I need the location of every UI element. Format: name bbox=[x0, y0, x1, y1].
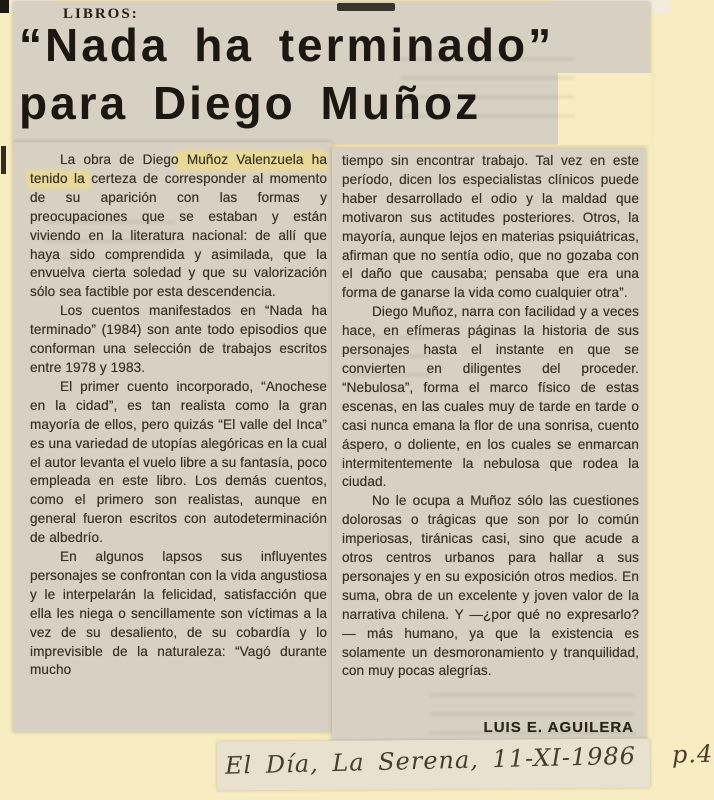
scan-smudge bbox=[0, 0, 9, 13]
author-byline: LUIS E. AGUILERA bbox=[483, 719, 634, 736]
paragraph: tiempo sin encontrar trabajo. Tal vez en este período, dicen los especialistas clínicos puede haber desarrollado el odio y la maldad que motivaron sus actitudes posteriores. Otros, la mayoría, aunque lejos en materias psiquiátricas, afirman que no sentía odio, que no gozaba con el daño que causaba; pensaba que era una forma de ganarse la vida como cualquier otra”. bbox=[342, 153, 639, 301]
article-title bbox=[19, 16, 664, 132]
scan-smudge bbox=[337, 3, 395, 11]
paragraph: En algunos lapsos sus influyentes personajes se confrontan con la vida angustiosa y le interpelarán la felicidad, satisfacción que ella les niega o sencillamente son víctimas a la vez de su desaliento, de su cobardía y lo imprevisible de la naturaleza: “Vagó durante mucho bbox=[30, 549, 327, 678]
article-title-line2: para Diego Muñoz bbox=[19, 77, 482, 129]
paragraph: Los cuentos manifestados en “Nada ha terminado” (1984) son ante todo episodios que conforman una selección de trabajos escritos entre 1978 y 1983. bbox=[30, 303, 327, 375]
paragraph: Diego Muñoz, narra con facilidad y a veces hace, en efímeras páginas la historia de sus personajes hasta el instante en que se convierten en diligentes del proceder. “Nebulosa”, forma el marco físico de estas escenas, en las cuales muy de tarde en tarde o casi nunca emana la flor de una sonrisa, cuento áspero, o doliente, en los cuales se enmarcan intermitentemente la nebulosa que rodea la ciudad. bbox=[342, 304, 639, 490]
annotation-strip bbox=[217, 738, 714, 790]
section-kicker: LIBROS: bbox=[63, 6, 139, 22]
article-title-line1: “Nada ha terminado” bbox=[19, 19, 555, 71]
annotation-page-number: p.4 bbox=[671, 739, 714, 769]
scan-smudge bbox=[1, 146, 6, 174]
paragraph: La obra de Diego Muñoz Valenzuela ha tenido la certeza de corresponder al momento de su aparición con las formas y preocupaciones que se estaban y están viviendo en la literatura nacional: de allí que haya sido comprendida y asimilada, que la envuelva cierta soledad y que su valorización sólo sea factible por esta descendencia. bbox=[30, 152, 327, 300]
annotation-source: El Día, La Serena, 11-XI-1986 bbox=[224, 741, 637, 780]
paragraph: No le ocupa a Muñoz sólo las cuestiones dolorosas o trágicas que son por lo común imperiosas, tiránicas casi, sino que acude a otros centros urbanos para hallar a sus personajes y en su exposición otros medios. En suma, obra de un excelente y joven valor de la narrativa chilena. Y —¿por qué no expresarlo?— más humano, ya que la existencia es solamente un desmoronamiento y tranquilidad, con muy pocas alegrías. bbox=[342, 493, 639, 679]
paragraph: El primer cuento incorporado, “Anochese en la cidad”, es tan realista como la gran mayoría de ellos, pero quizás “El valle del Inca” es una variedad de utopías alegóricas en la cual el autor levanta el vuelo libre a su fantasía, poco empleada en este libro. Los demás cuentos, como el primero son realistas, aunque en general fueron escritos con autodeterminación de albedrío. bbox=[30, 378, 327, 546]
handwritten-annotation bbox=[225, 740, 714, 780]
article-right-column bbox=[342, 152, 639, 681]
article-left-column bbox=[30, 151, 327, 680]
